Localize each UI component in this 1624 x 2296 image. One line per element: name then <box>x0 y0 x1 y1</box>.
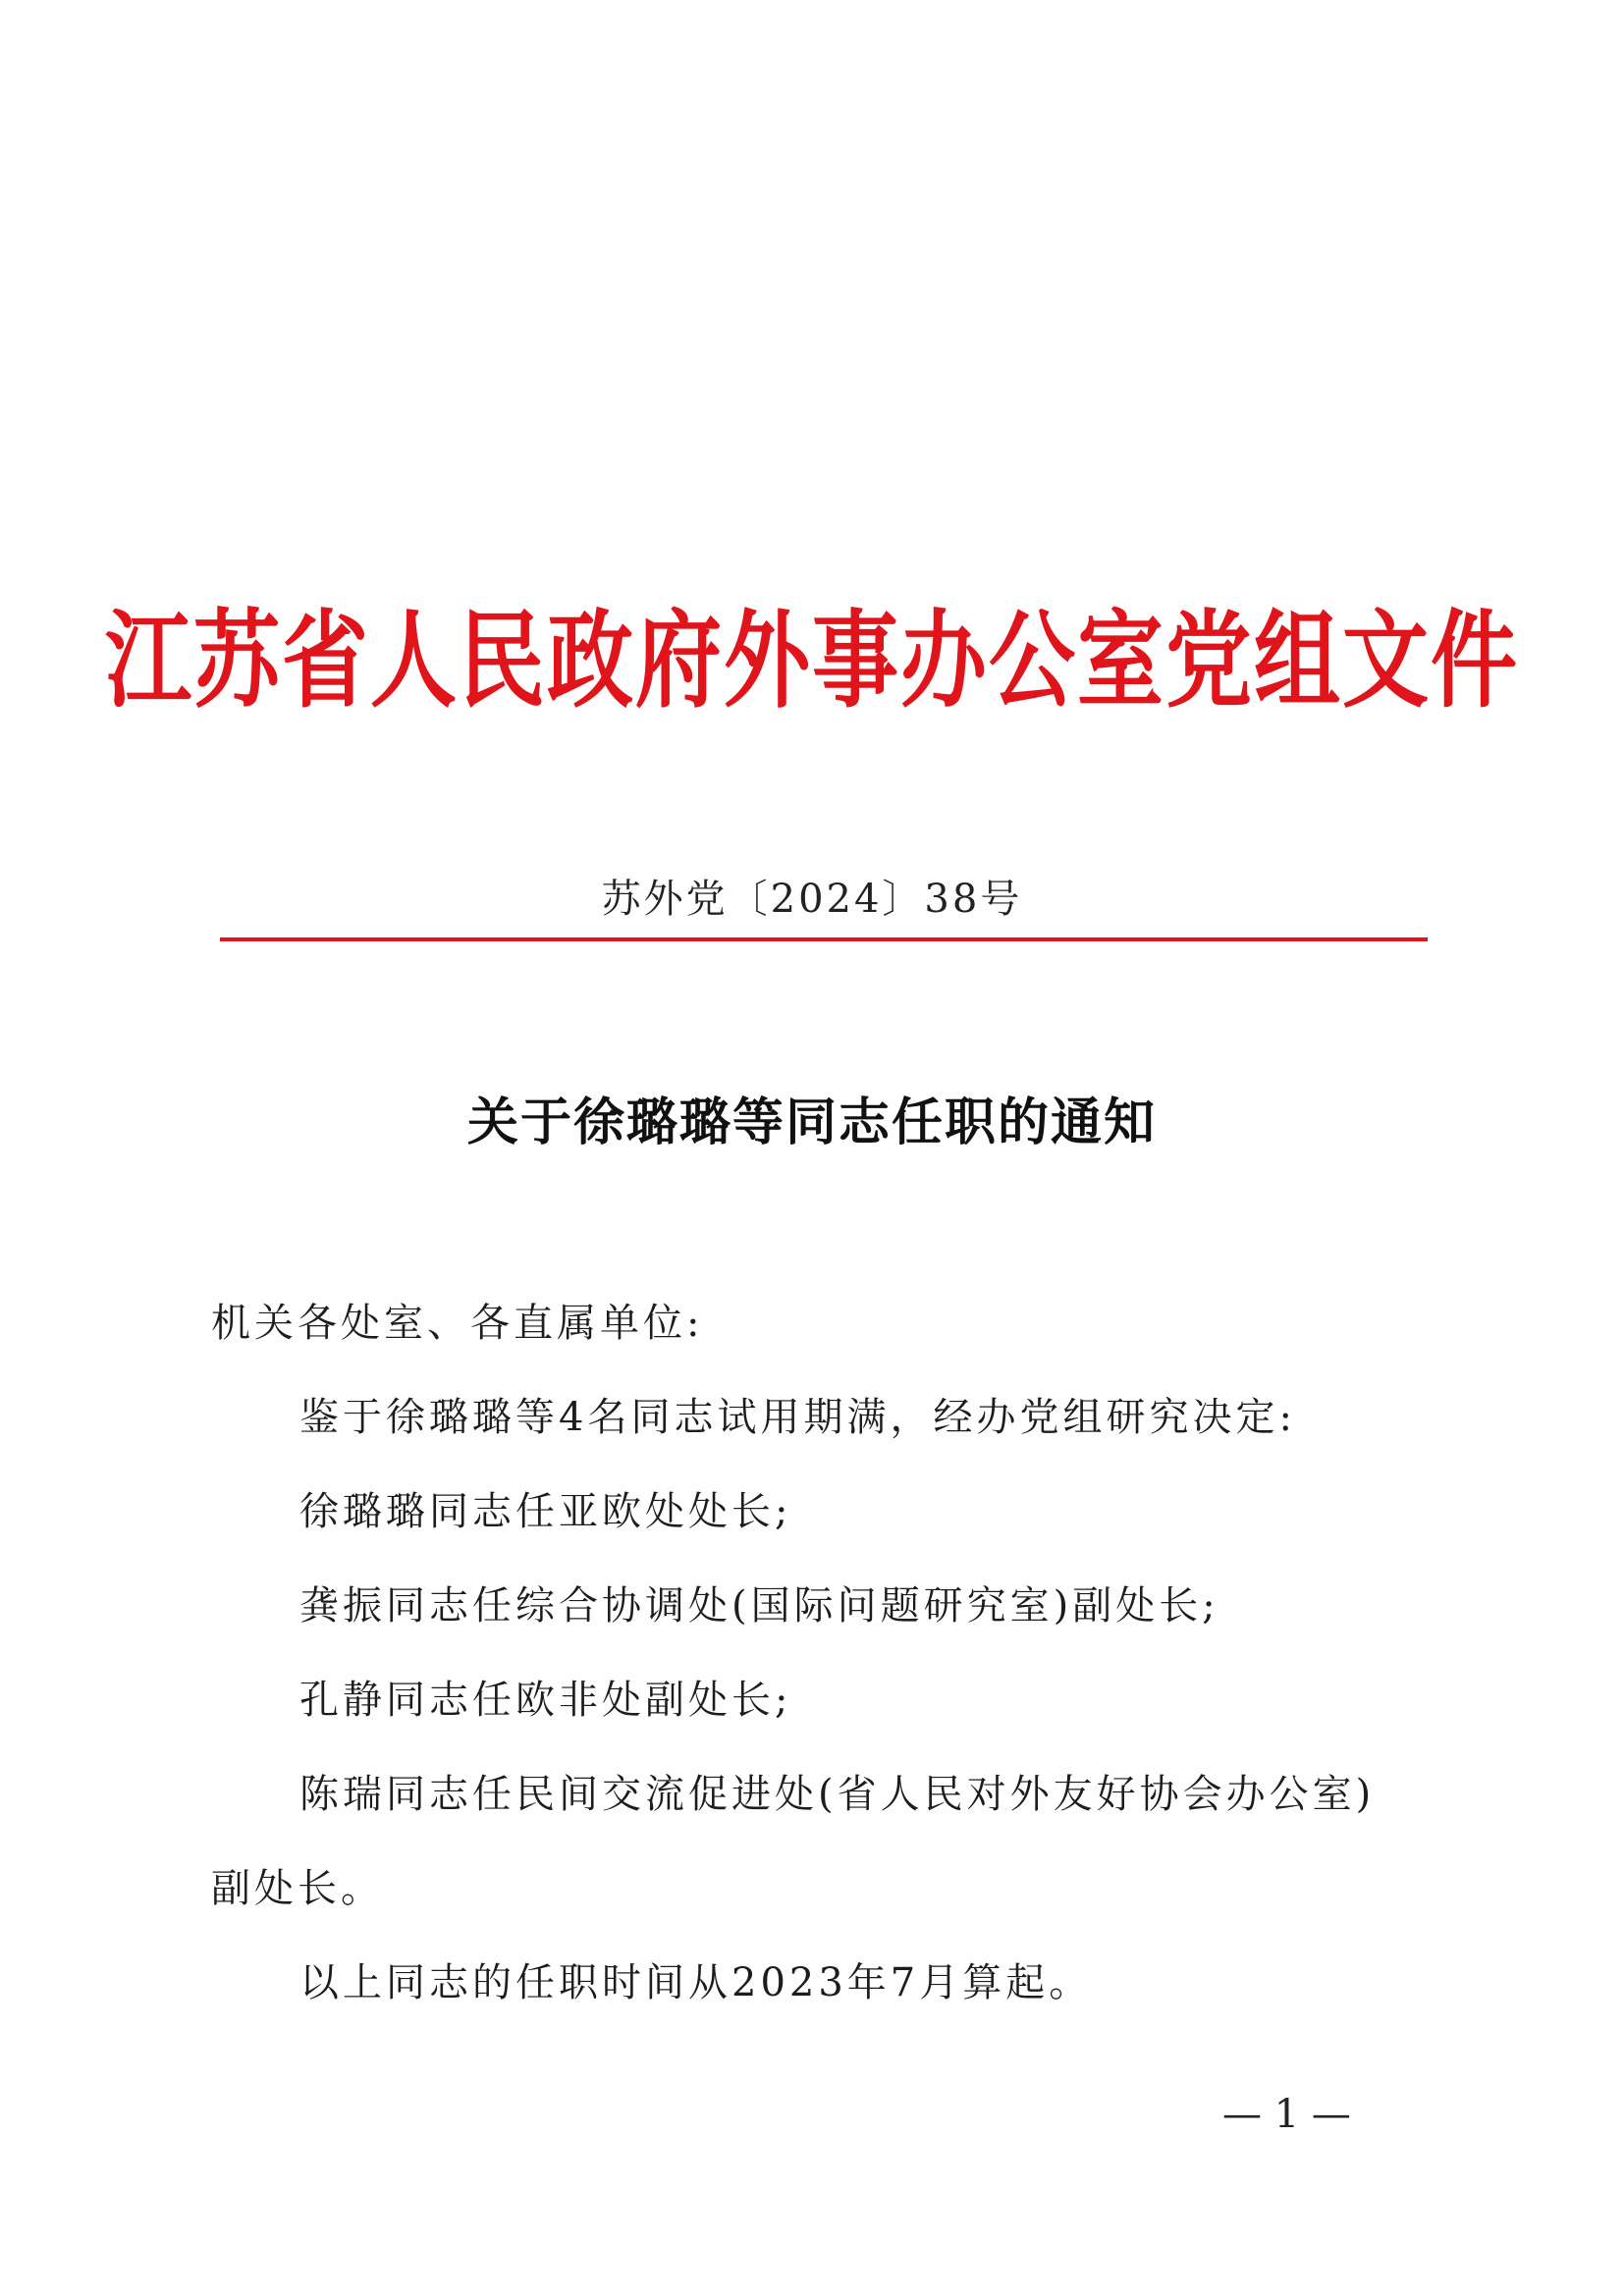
document-body <box>211 1276 1438 2030</box>
body-paragraph-appointment: 龚振同志任综合协调处(国际问题研究室)副处长; <box>299 1583 1219 1629</box>
body-paragraph-appointment: 孔静同志任欧非处副处长; <box>299 1678 792 1723</box>
body-paragraph-appointment: 陈瑞同志任民间交流促进处(省人民对外友好协会办公室) <box>299 1772 1376 1817</box>
body-paragraph-appointment: 徐璐璐同志任亚欧处处长; <box>299 1489 792 1534</box>
body-paragraph-effective-date: 以上同志的任职时间从2023年7月算起。 <box>299 1960 1093 2005</box>
document-title: 关于徐璐璐等同志任职的通知 <box>466 1094 1157 1152</box>
document-number: 苏外党〔2024〕38号 <box>601 877 1023 922</box>
red-divider-line <box>220 937 1428 941</box>
salutation: 机关各处室、各直属单位: <box>211 1301 704 1346</box>
body-paragraph-decision: 鉴于徐璐璐等4名同志试用期满，经办党组研究决定: <box>299 1395 1296 1440</box>
page-number: — 1 — <box>1222 2092 1351 2137</box>
body-paragraph-continuation: 副处长。 <box>211 1866 384 1911</box>
red-header-title: 江苏省人民政府外事办公室党组文件 <box>104 598 1519 722</box>
